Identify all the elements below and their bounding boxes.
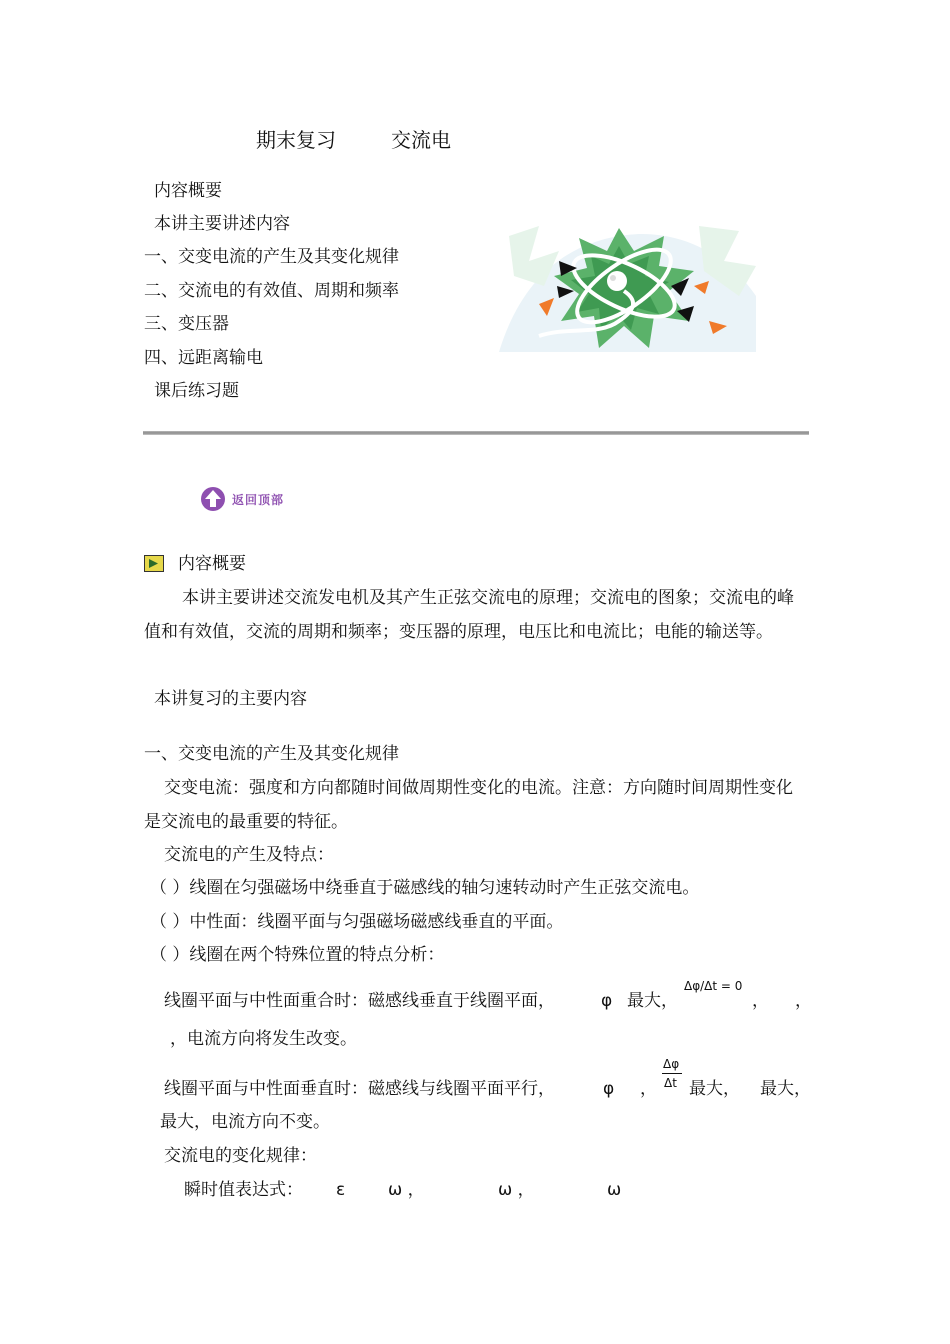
summary-heading: 内容概要 [178, 554, 246, 574]
summary-paragraph: 本讲主要讲述交流发电机及其产生正弦交流电的原理；交流电的图象；交流电的峰值和有效值，交流的周期和频率；变压器的原理，电压比和电流比；电能的输送等。 [144, 588, 794, 642]
bookmark-icon [144, 555, 164, 572]
section1-point-1: （ ）线圈在匀强磁场中绕垂直于磁感线的轴匀速转动时产生正弦交流电。 [150, 878, 700, 898]
case1-phi: φ [601, 991, 613, 1011]
case2-line2: 最大，电流方向不变。 [160, 1112, 330, 1132]
case1-comma2: ， [795, 991, 812, 1011]
toc-intro: 本讲主要讲述内容 [154, 214, 290, 234]
law-heading: 交流电的变化规律： [164, 1146, 317, 1166]
toc-exercises[interactable]: 课后练习题 [154, 381, 239, 401]
toc-heading[interactable]: 内容概要 [154, 181, 222, 201]
case2-phi: φ [603, 1079, 615, 1099]
case2-frac-den: Δt [664, 1076, 677, 1090]
back-to-top-label: 返回顶部 [232, 492, 285, 507]
arrow-up-circle-icon [200, 486, 226, 512]
summary-subheading: 本讲复习的主要内容 [154, 689, 307, 709]
toc-item-1[interactable]: 一、交变电流的产生及其变化规律 [144, 247, 399, 267]
case2-max2: 最大， [760, 1079, 811, 1099]
atom-illustration [499, 226, 756, 352]
page-title-part2: 交流电 [391, 128, 451, 152]
case1-text: 线圈平面与中性面重合时：磁感线垂直于线圈平面， [164, 991, 555, 1011]
page-title-part1: 期末复习 [256, 128, 336, 152]
back-to-top-link[interactable] [200, 486, 284, 512]
case2-comma: ， [640, 1079, 657, 1099]
section1-heading: 一、交变电流的产生及其变化规律 [144, 744, 399, 764]
instant-epsilon: ε [336, 1180, 346, 1200]
toc-item-3[interactable]: 三、变压器 [144, 314, 229, 334]
case1-line2: ，电流方向将发生改变。 [170, 1029, 357, 1049]
instant-omega-3: ω [607, 1180, 622, 1200]
case1-fraction: Δφ/Δt = 0 [684, 979, 743, 993]
section1-point-3: （ ）线圈在两个特殊位置的特点分析： [150, 945, 445, 965]
case2-max1: 最大， [689, 1079, 740, 1099]
toc-item-2[interactable]: 二、交流电的有效值、周期和频率 [144, 281, 399, 301]
case2-frac-num: Δφ [663, 1057, 680, 1071]
instant-omega-1: ω ， [388, 1180, 425, 1200]
case1-max: 最大， [627, 991, 678, 1011]
instant-omega-2: ω ， [498, 1180, 535, 1200]
section1-point-2: （ ）中性面：线圈平面与匀强磁场磁感线垂直的平面。 [150, 912, 564, 932]
case2-frac-bar [662, 1073, 682, 1074]
toc-item-4[interactable]: 四、远距离输电 [144, 348, 263, 368]
section1-definition: 交变电流：强度和方向都随时间做周期性变化的电流。注意：方向随时间周期性变化是交流电的最重要的特征。 [144, 778, 793, 832]
instant-label: 瞬时值表达式： [184, 1180, 303, 1200]
section-divider [143, 431, 809, 435]
case1-comma1: ， [752, 991, 769, 1011]
section1-gen-heading: 交流电的产生及特点： [164, 845, 334, 865]
case2-text: 线圈平面与中性面垂直时：磁感线与线圈平面平行， [164, 1079, 555, 1099]
